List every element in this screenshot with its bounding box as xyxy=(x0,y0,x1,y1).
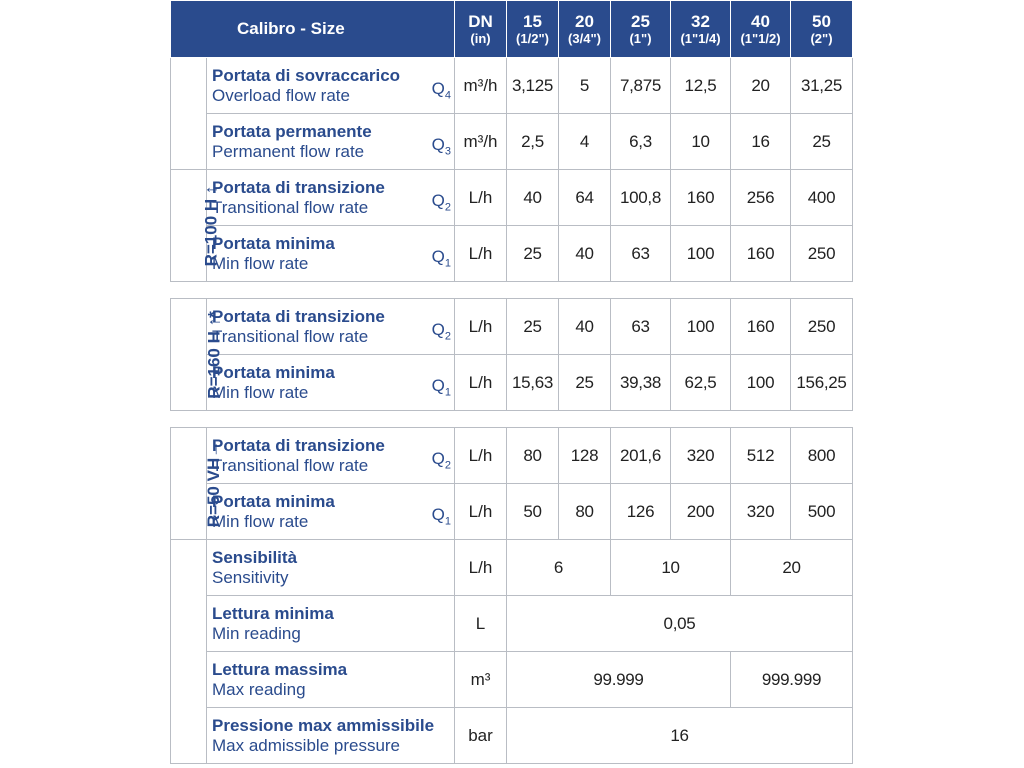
symbol-letter: Q xyxy=(431,246,445,266)
symbol-letter: Q xyxy=(431,78,445,98)
flow-symbol xyxy=(432,135,451,157)
symbol-letter: Q xyxy=(431,190,445,210)
flow-symbol xyxy=(432,320,451,342)
label-italian: Portata di transizione xyxy=(212,435,385,455)
size-dn: 32 xyxy=(691,11,710,31)
label-italian: Portata di transizione xyxy=(212,177,385,197)
size-dn: 50 xyxy=(812,11,831,31)
size-dn: 40 xyxy=(751,11,770,31)
value-cell: 2,5 xyxy=(507,114,559,170)
row-label xyxy=(207,708,455,764)
label-italian: Portata minima xyxy=(212,362,335,382)
symbol-letter: Q xyxy=(431,134,445,154)
table-row xyxy=(171,58,853,114)
value-cell: 126 xyxy=(611,484,671,540)
value-cell: 100,8 xyxy=(611,170,671,226)
value-cell: 80 xyxy=(559,484,611,540)
label-english: Sensitivity xyxy=(212,567,289,587)
table-row xyxy=(171,652,853,708)
group-label-r100 xyxy=(171,170,221,282)
size-header-15 xyxy=(507,1,559,58)
value-cell: 256 xyxy=(731,170,791,226)
table-row xyxy=(171,708,853,764)
size-header-50 xyxy=(791,1,853,58)
value-cell: 16 xyxy=(731,114,791,170)
unit-cell: L/h xyxy=(455,428,507,484)
label-italian: Portata di sovraccarico xyxy=(212,65,401,85)
symbol-subscript: 1 xyxy=(444,257,451,269)
table-row xyxy=(171,540,853,596)
value-cell: 25 xyxy=(791,114,853,170)
row-label xyxy=(207,540,455,596)
value-cell: 31,25 xyxy=(791,58,853,114)
symbol-subscript: 2 xyxy=(444,459,451,471)
value-cell: 160 xyxy=(671,170,731,226)
label-italian: Lettura massima xyxy=(212,659,348,679)
value-cell: 15,63 xyxy=(507,355,559,411)
value-cell: 100 xyxy=(671,299,731,355)
value-cell: 999.999 xyxy=(731,652,853,708)
value-cell: 320 xyxy=(671,428,731,484)
value-cell: 40 xyxy=(507,170,559,226)
label-english: Transitional flow rate xyxy=(212,455,369,475)
flow-symbol xyxy=(432,247,451,269)
table-row xyxy=(171,596,853,652)
size-inch: (1") xyxy=(629,30,652,46)
label-italian: Portata permanente xyxy=(212,121,372,141)
value-cell: 3,125 xyxy=(507,58,559,114)
value-cell: 39,38 xyxy=(611,355,671,411)
unit-cell: L/h xyxy=(455,484,507,540)
value-cell: 800 xyxy=(791,428,853,484)
row-label xyxy=(207,596,455,652)
value-cell: 0,05 xyxy=(507,596,853,652)
value-cell: 63 xyxy=(611,226,671,282)
symbol-letter: Q xyxy=(431,375,445,395)
flow-symbol xyxy=(432,376,451,398)
symbol-letter: Q xyxy=(431,319,445,339)
value-cell: 7,875 xyxy=(611,58,671,114)
label-italian: Portata di transizione xyxy=(212,306,385,326)
value-cell: 500 xyxy=(791,484,853,540)
table-row xyxy=(171,226,853,282)
row-label xyxy=(207,170,455,226)
value-cell: 25 xyxy=(507,226,559,282)
header-row xyxy=(171,1,853,58)
label-english: Transitional flow rate xyxy=(212,197,369,217)
row-label xyxy=(207,226,455,282)
table-row xyxy=(171,428,853,484)
calibro-size-header: Calibro - Size xyxy=(171,1,455,58)
label-english: Min flow rate xyxy=(212,253,309,273)
value-cell: 10 xyxy=(671,114,731,170)
flow-symbol xyxy=(432,191,451,213)
table-spacer xyxy=(170,411,852,427)
unit-cell: L/h xyxy=(455,170,507,226)
value-cell: 25 xyxy=(507,299,559,355)
row-label xyxy=(207,428,455,484)
size-header-20 xyxy=(559,1,611,58)
value-cell: 250 xyxy=(791,299,853,355)
value-cell: 156,25 xyxy=(791,355,853,411)
label-italian: Portata minima xyxy=(212,233,335,253)
value-cell: 128 xyxy=(559,428,611,484)
size-inch: (1"1/2) xyxy=(740,30,781,46)
value-cell: 50 xyxy=(507,484,559,540)
symbol-subscript: 2 xyxy=(444,330,451,342)
row-label xyxy=(207,299,455,355)
row-label xyxy=(207,58,455,114)
value-cell: 99.999 xyxy=(507,652,731,708)
unit-cell: bar xyxy=(455,708,507,764)
unit-cell: m³/h xyxy=(455,58,507,114)
flow-symbol xyxy=(432,79,451,101)
row-label xyxy=(207,484,455,540)
group-label-text: R=100 H ↑ xyxy=(201,185,221,266)
symbol-subscript: 1 xyxy=(444,515,451,527)
label-italian: Lettura minima xyxy=(212,603,334,623)
flow-rate-table-r160 xyxy=(170,298,853,411)
value-cell: 63 xyxy=(611,299,671,355)
flow-rate-table-r50 xyxy=(170,427,853,764)
value-cell: 160 xyxy=(731,226,791,282)
value-cell: 20 xyxy=(731,58,791,114)
label-english: Min flow rate xyxy=(212,382,309,402)
value-cell: 10 xyxy=(611,540,731,596)
unit-cell: m³/h xyxy=(455,114,507,170)
size-dn: 20 xyxy=(575,11,594,31)
size-header-40 xyxy=(731,1,791,58)
size-header-32 xyxy=(671,1,731,58)
value-cell: 25 xyxy=(559,355,611,411)
group-label-text: R=50 VH→ xyxy=(204,440,224,527)
value-cell: 5 xyxy=(559,58,611,114)
unit-cell: L/h xyxy=(455,226,507,282)
value-cell: 12,5 xyxy=(671,58,731,114)
value-cell: 6 xyxy=(507,540,611,596)
table-row xyxy=(171,299,853,355)
table-row xyxy=(171,114,853,170)
label-italian: Sensibilità xyxy=(212,547,298,567)
group-label-text: R=160 H ↑* xyxy=(204,310,224,399)
size-dn: 15 xyxy=(523,11,542,31)
value-cell: 100 xyxy=(671,226,731,282)
label-english: Transitional flow rate xyxy=(212,326,369,346)
value-cell: 64 xyxy=(559,170,611,226)
value-cell: 320 xyxy=(731,484,791,540)
label-english: Overload flow rate xyxy=(212,85,350,105)
unit-cell: L/h xyxy=(455,299,507,355)
value-cell: 200 xyxy=(671,484,731,540)
unit-cell: m³ xyxy=(455,652,507,708)
flow-rate-table-r100 xyxy=(170,0,853,282)
size-inch: (1"1/4) xyxy=(680,30,721,46)
value-cell: 201,6 xyxy=(611,428,671,484)
size-dn: 25 xyxy=(631,11,650,31)
dn-header xyxy=(455,1,507,58)
value-cell: 16 xyxy=(507,708,853,764)
size-inch: (2") xyxy=(810,30,833,46)
unit-cell: L xyxy=(455,596,507,652)
value-cell: 160 xyxy=(731,299,791,355)
table-spacer xyxy=(170,282,852,298)
size-header-25 xyxy=(611,1,671,58)
unit-cell: L/h xyxy=(455,540,507,596)
size-inch: (3/4") xyxy=(568,30,601,46)
label-english: Min flow rate xyxy=(212,511,309,531)
table-row xyxy=(171,170,853,226)
dn-unit-label: (in) xyxy=(470,30,491,46)
group-label-r160 xyxy=(171,299,224,411)
value-cell: 100 xyxy=(731,355,791,411)
symbol-subscript: 3 xyxy=(444,145,451,157)
row-label xyxy=(207,114,455,170)
value-cell: 512 xyxy=(731,428,791,484)
label-english: Permanent flow rate xyxy=(212,141,365,161)
value-cell: 80 xyxy=(507,428,559,484)
symbol-letter: Q xyxy=(431,504,445,524)
label-italian: Portata minima xyxy=(212,491,335,511)
flow-symbol xyxy=(432,449,451,471)
value-cell: 40 xyxy=(559,299,611,355)
empty-group-cell xyxy=(171,540,207,764)
value-cell: 4 xyxy=(559,114,611,170)
group-label-r50 xyxy=(171,428,224,540)
specification-tables xyxy=(170,0,852,764)
row-label xyxy=(207,652,455,708)
table-row xyxy=(171,484,853,540)
value-cell: 400 xyxy=(791,170,853,226)
table-row xyxy=(171,355,853,411)
symbol-letter: Q xyxy=(431,448,445,468)
size-inch: (1/2") xyxy=(516,30,549,46)
label-english: Max reading xyxy=(212,679,306,699)
value-cell: 20 xyxy=(731,540,853,596)
value-cell: 62,5 xyxy=(671,355,731,411)
label-english: Min reading xyxy=(212,623,301,643)
value-cell: 250 xyxy=(791,226,853,282)
label-italian: Pressione max ammissibile xyxy=(212,715,435,735)
symbol-subscript: 1 xyxy=(444,386,451,398)
dn-label: DN xyxy=(468,11,493,31)
unit-cell: L/h xyxy=(455,355,507,411)
row-label xyxy=(207,355,455,411)
value-cell: 40 xyxy=(559,226,611,282)
label-english: Max admissible pressure xyxy=(212,735,401,755)
symbol-subscript: 2 xyxy=(444,201,451,213)
empty-group-cell xyxy=(171,58,207,170)
value-cell: 6,3 xyxy=(611,114,671,170)
symbol-subscript: 4 xyxy=(444,89,451,101)
flow-symbol xyxy=(432,505,451,527)
